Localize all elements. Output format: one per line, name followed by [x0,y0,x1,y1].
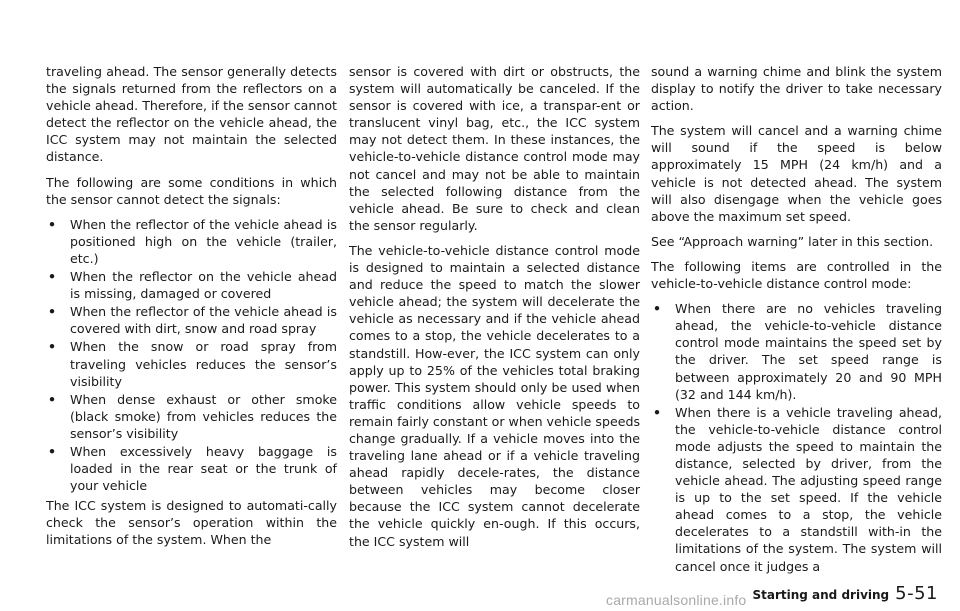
list-item [46,303,337,337]
paragraph: See “Approach warning” later in this section. [651,233,934,249]
list-item [46,391,337,442]
paragraph: The following items are controlled in the vehicle-to-vehicle distance control mode: [651,258,942,292]
list-item-text: When the snow or road spray from traveling vehicles reduces the sensor’s visibility [70,339,337,389]
list-item-text: When there are no vehicles traveling ahead, the vehicle-to-vehicle distance control mode maintains the speed set by the driver. The set speed range is between approximately 20 and 90 MPH (32 and 144 km/h). [675,301,942,402]
paragraph: sensor is covered with dirt or obstructs, the system will automatically be canceled. If the sensor is covered with ice, a transpar-ent or translucent vinyl bag, etc., the ICC system may not detect them. In these instances, the vehicle-to-vehicle distance control mode may not cancel and may not be able to maintain the selected following distance from the vehicle ahead. Be sure to check and clean the sensor regularly. [349,64,640,233]
bullet-icon: • [653,301,662,317]
list-item-text: When excessively heavy baggage is loaded in the rear seat or the trunk of your vehicle [70,443,337,494]
text-column-2 [349,63,640,558]
bullet-icon: • [48,443,57,459]
bullet-list [651,300,942,575]
bullet-list [46,216,337,495]
bullet-icon: • [48,304,57,320]
text-column-1 [46,63,337,557]
watermark: carmanualsonline.info [606,592,747,608]
paragraph: The ICC system is designed to automati-cally check the sensor’s operation within the limitations of the system. When the [46,498,337,548]
list-item-text: When there is a vehicle traveling ahead, the vehicle-to-vehicle distance control mode adjusts the speed to maintain the distance, selected by driver, from the vehicle ahead. The adjusting speed range is up to the set speed. If the vehicle ahead comes to a stop, the vehicle decelerates to a standstill with-in the limitations of the system. The system will cancel once it judges a [675,404,942,574]
bullet-icon: • [48,269,57,285]
paragraph: The vehicle-to-vehicle distance control mode is designed to maintain a selected distance and reduce the speed to match the slower vehicle ahead; the system will decelerate the vehicle as necessary and if the vehicle ahead comes to a stop, the vehicle decelerates to a standstill. How-ever, the ICC system can only apply up to 25% of the vehicles total braking power. This system should only be used when traffic conditions allow vehicle speeds to remain fairly constant or when vehicle speeds change gradually. If a vehicle moves into the traveling lane ahead or if a vehicle traveling ahead rapidly decele-rates, the distance between vehicles may become closer because the ICC system cannot decelerate the vehicle quickly en-ough. If this occurs, the ICC system will [349,242,641,549]
list-item-text: When dense exhaust or other smoke (black smoke) from vehicles reduces the sensor’s visibility [70,391,337,441]
list-item-text: When the reflector on the vehicle ahead is missing, damaged or covered [70,269,337,302]
paragraph: traveling ahead. The sensor generally detects the signals returned from the reflectors on a vehicle ahead. Therefore, if the sensor cannot detect the reflector on the vehicle ahead, the ICC system may not maintain the selected distance. [46,64,337,165]
list-item-text: When the reflector of the vehicle ahead is positioned high on the vehicle (trailer, etc.) [70,216,337,266]
paragraph: sound a warning chime and blink the system display to notify the driver to take necessary action. [651,64,942,114]
footer-section-title: Starting and driving [752,588,890,602]
bullet-icon: • [48,391,57,407]
list-item [46,338,337,389]
list-item [46,268,337,302]
text-column-3 [651,63,942,578]
list-item-text: When the reflector of the vehicle ahead is covered with dirt, snow and road spray [70,304,337,337]
paragraph: The following are some conditions in which the sensor cannot detect the signals: [46,174,337,207]
bullet-icon: • [48,339,57,355]
paragraph: The system will cancel and a warning chime will sound if the speed is below approximately 15 MPH (24 km/h) and a vehicle is not detected ahead. The system will also disengage when the vehicle goes above the maximum set speed. [651,123,942,224]
list-item [46,443,337,494]
list-item [651,404,942,575]
list-item [46,216,337,267]
page-number: 5-51 [895,583,938,604]
bullet-icon: • [48,216,57,232]
list-item [651,300,942,403]
bullet-icon: • [653,404,662,420]
page-footer [0,585,938,604]
